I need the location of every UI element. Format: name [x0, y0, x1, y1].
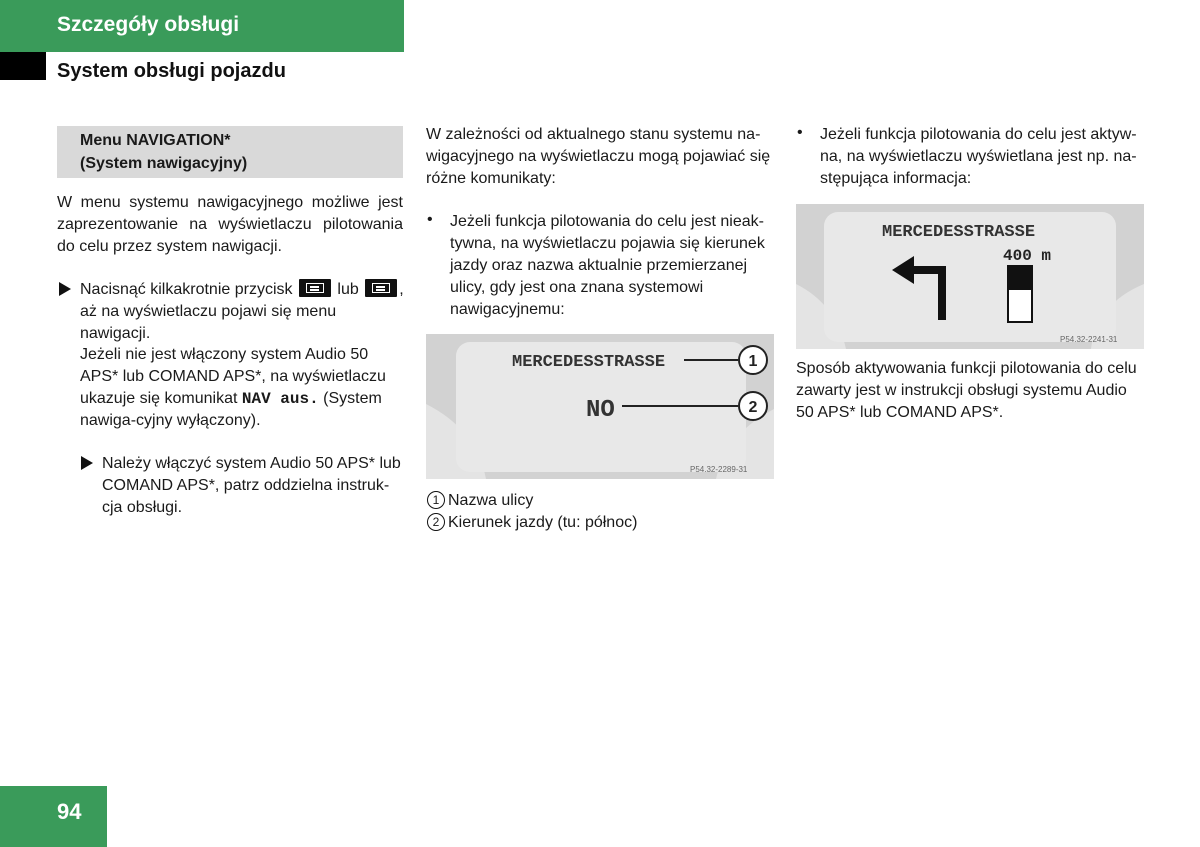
fig1-direction: NO: [586, 397, 615, 424]
display-button-icon: [299, 279, 331, 297]
legend-item-2: [427, 512, 775, 534]
col1-note: [80, 344, 404, 432]
page-title: System obsługi pojazdu: [57, 60, 286, 82]
col1-step1: Nacisnąć kilkakrotnie przycisk lub , aż na wyświetlaczu pojawi się menu nawigacji.: [80, 281, 404, 342]
display-button-icon-2: [365, 279, 397, 297]
section-header-bar: [0, 0, 404, 52]
fig2-distance: 400 m: [1003, 247, 1052, 265]
step-arrow-icon: [59, 282, 71, 296]
step1-text-a: Nacisnąć kilkakrotnie przycisk: [80, 281, 293, 298]
note-text-b: (System nawiga-cyjny wyłączony).: [80, 390, 382, 429]
col3-bullet1: Jeżeli funkcja pilotowania do celu jest aktyw-na, na wyświetlaczu wyświetlana jest np. na-stępująca informacja:: [820, 126, 1137, 187]
fig1-callout2: 2: [748, 399, 758, 416]
page-number: 94: [57, 799, 82, 824]
fig1-code: P54.32-2289-31: [690, 465, 748, 474]
legend-item-1: [427, 490, 775, 512]
fig1-callout1: 1: [748, 353, 758, 370]
step1-text-b: aż na wyświetlaczu pojawi się menu nawigacji.: [80, 303, 337, 342]
col2-intro: W zależności od aktualnego stanu systemu na-wigacyjnego na wyświetlaczu mogą pojawiać się różne komunikaty:: [426, 126, 771, 187]
nav-aus-message: NAV aus.: [241, 390, 319, 408]
display-figure-street-direction: [426, 334, 774, 479]
step-arrow-icon-2: [81, 456, 93, 470]
legend-text-1: Nazwa ulicy: [448, 492, 534, 509]
fig1-street: MERCEDESSTRASSE: [512, 353, 666, 372]
bullet-dot: •: [427, 211, 433, 228]
col3-after: Sposób aktywowania funkcji pilotowania do celu zawarty jest w instrukcji obsługi systemu Audio 50 APS* lub COMAND APS*.: [796, 360, 1137, 421]
col1-step2: Należy włączyć system Audio 50 APS* lub COMAND APS*, patrz oddzielna instruk-cja obsługi.: [102, 455, 401, 516]
col1-intro: W menu systemu nawigacyjnego możliwe jest zaprezentowanie na wyświetlaczu pilotowania do celu przez system nawigacji.: [57, 194, 403, 255]
display-figure-route-guidance: [796, 204, 1144, 349]
page-number-box: [0, 786, 107, 847]
step1-lub: lub: [337, 281, 359, 298]
bullet-dot-2: •: [797, 124, 803, 141]
col2-bullet1: Jeżeli funkcja pilotowania do celu jest nieak-tywna, na wyświetlaczu pojawia się kierunek jazdy oraz nazwa aktualnie przemierzanej ulicy, gdy jest ona znana systemowi nawigacyjnemu:: [450, 213, 765, 318]
fig2-code: P54.32-2241-31: [1060, 335, 1118, 344]
menu-heading-line1: Menu NAVIGATION*: [80, 132, 231, 149]
legend-num-1: 1: [427, 491, 445, 509]
menu-heading-line2: (System nawigacyjny): [80, 155, 248, 172]
section-title: Szczegóły obsługi: [57, 13, 240, 36]
chapter-tab-marker: [0, 52, 46, 80]
legend-text-2: Kierunek jazdy (tu: północ): [448, 514, 638, 531]
fig2-street: MERCEDESSTRASSE: [882, 223, 1036, 242]
legend-num-2: 2: [427, 513, 445, 531]
note-text-a: Jeżeli nie jest włączony system Audio 50 APS* lub COMAND APS*, na wyświetlaczu ukazuje się komunikat: [80, 346, 386, 407]
menu-heading-box: [57, 126, 403, 178]
